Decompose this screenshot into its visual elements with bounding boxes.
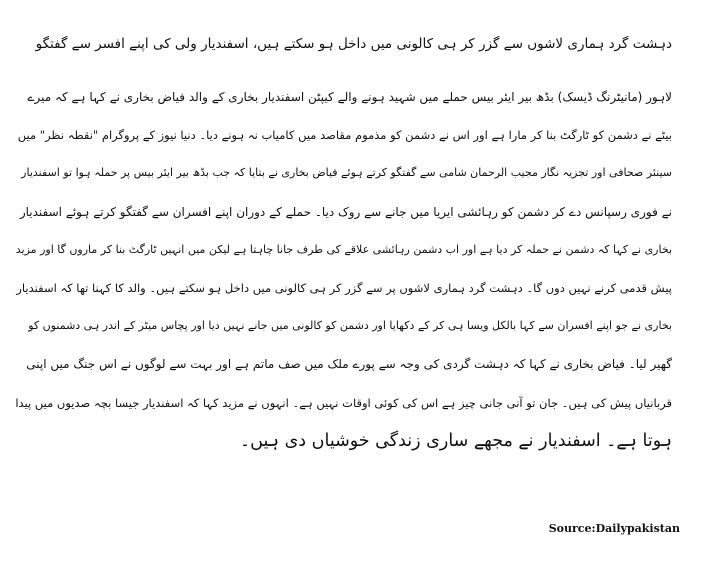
article-line: گھیر لیا۔ فیاض بخاری نے کہا کہ دہشت گردی کی وجہ سے پورے ملک میں صف ماتم ہے اور بہت سے لوگوں نے اس جنگ میں اپنی	[26, 357, 672, 372]
article-line: پیش قدمی کرنے نہیں دوں گا۔ دہشت گرد ہماری لاشوں پر سے گزر کر ہی کالونی میں داخل ہو سکتے ہیں۔ والد کا کہنا تھا کہ اسفندیار	[16, 280, 672, 295]
article-body	[14, 78, 672, 460]
article-line: ہوتا ہے۔ اسفندیار نے مجھے ساری زندگی خوشیاں دی ہیں۔	[239, 430, 672, 451]
article-line: بخاری نے جو اپنے افسران سے کہا بالکل ویسا ہی کر کے دکھایا اور دشمن کو کالونی میں جانے نہیں دیا اور پچاس میٹر کے اندر ہی دشمنوں کو	[28, 319, 672, 333]
article-headline: دہشت گرد ہماری لاشوں سے گزر کر ہی کالونی میں داخل ہو سکتے ہیں، اسفندیار ولی کی اپنے افسر سے گفتگو	[35, 36, 672, 52]
article-line: سینئر صحافی اور تجزیہ نگار مجیب الرحمان شامی سے گفتگو کرتے ہوئے فیاض بخاری نے بتایا کہ جب بڈھ بیر ایئر بیس پر حملہ ہوا تو اسفندیار	[21, 166, 672, 180]
article-line: بخاری نے کہا کہ دشمن نے حملہ کر دیا ہے اور اب دشمن رہائشی علاقے کی طرف جانا چاہتا ہے لیکن میں انہیں ٹارگٹ بنا کر ماروں گا اور مزید	[15, 242, 672, 256]
article-line: لاہور (مانیٹرنگ ڈیسک) بڈھ بیر ایئر بیس حملے میں شہید ہونے والے کیپٹن اسفندیار بخاری کے والد فیاض بخاری نے کہا ہے کہ میرے	[27, 90, 672, 104]
article-line: قربانیاں پیش کی ہیں۔ جان تو آنی جانی چیز ہے اس کی کوئی اوقات نہیں ہے۔ انہوں نے مزید کہا کہ اسفندیار جیسا بچہ صدیوں میں پیدا	[15, 395, 672, 410]
article-line: نے فوری رسپانس دے کر دشمن کو رہائشی ایریا میں جانے سے روک دیا۔ حملے کے دوران اپنے افسران سے گفتگو کرتے ہوئے اسفندیار	[19, 204, 672, 219]
article-line: بیٹے نے دشمن کو ٹارگٹ بنا کر مارا ہے اور اس نے دشمن کو مذموم مقاصد میں کامیاب نہ ہونے دیا۔ دنیا نیوز کے پروگرام "نقطہ نظر" میں	[17, 128, 672, 143]
source-credit: Source:Dailypakistan	[548, 522, 680, 535]
